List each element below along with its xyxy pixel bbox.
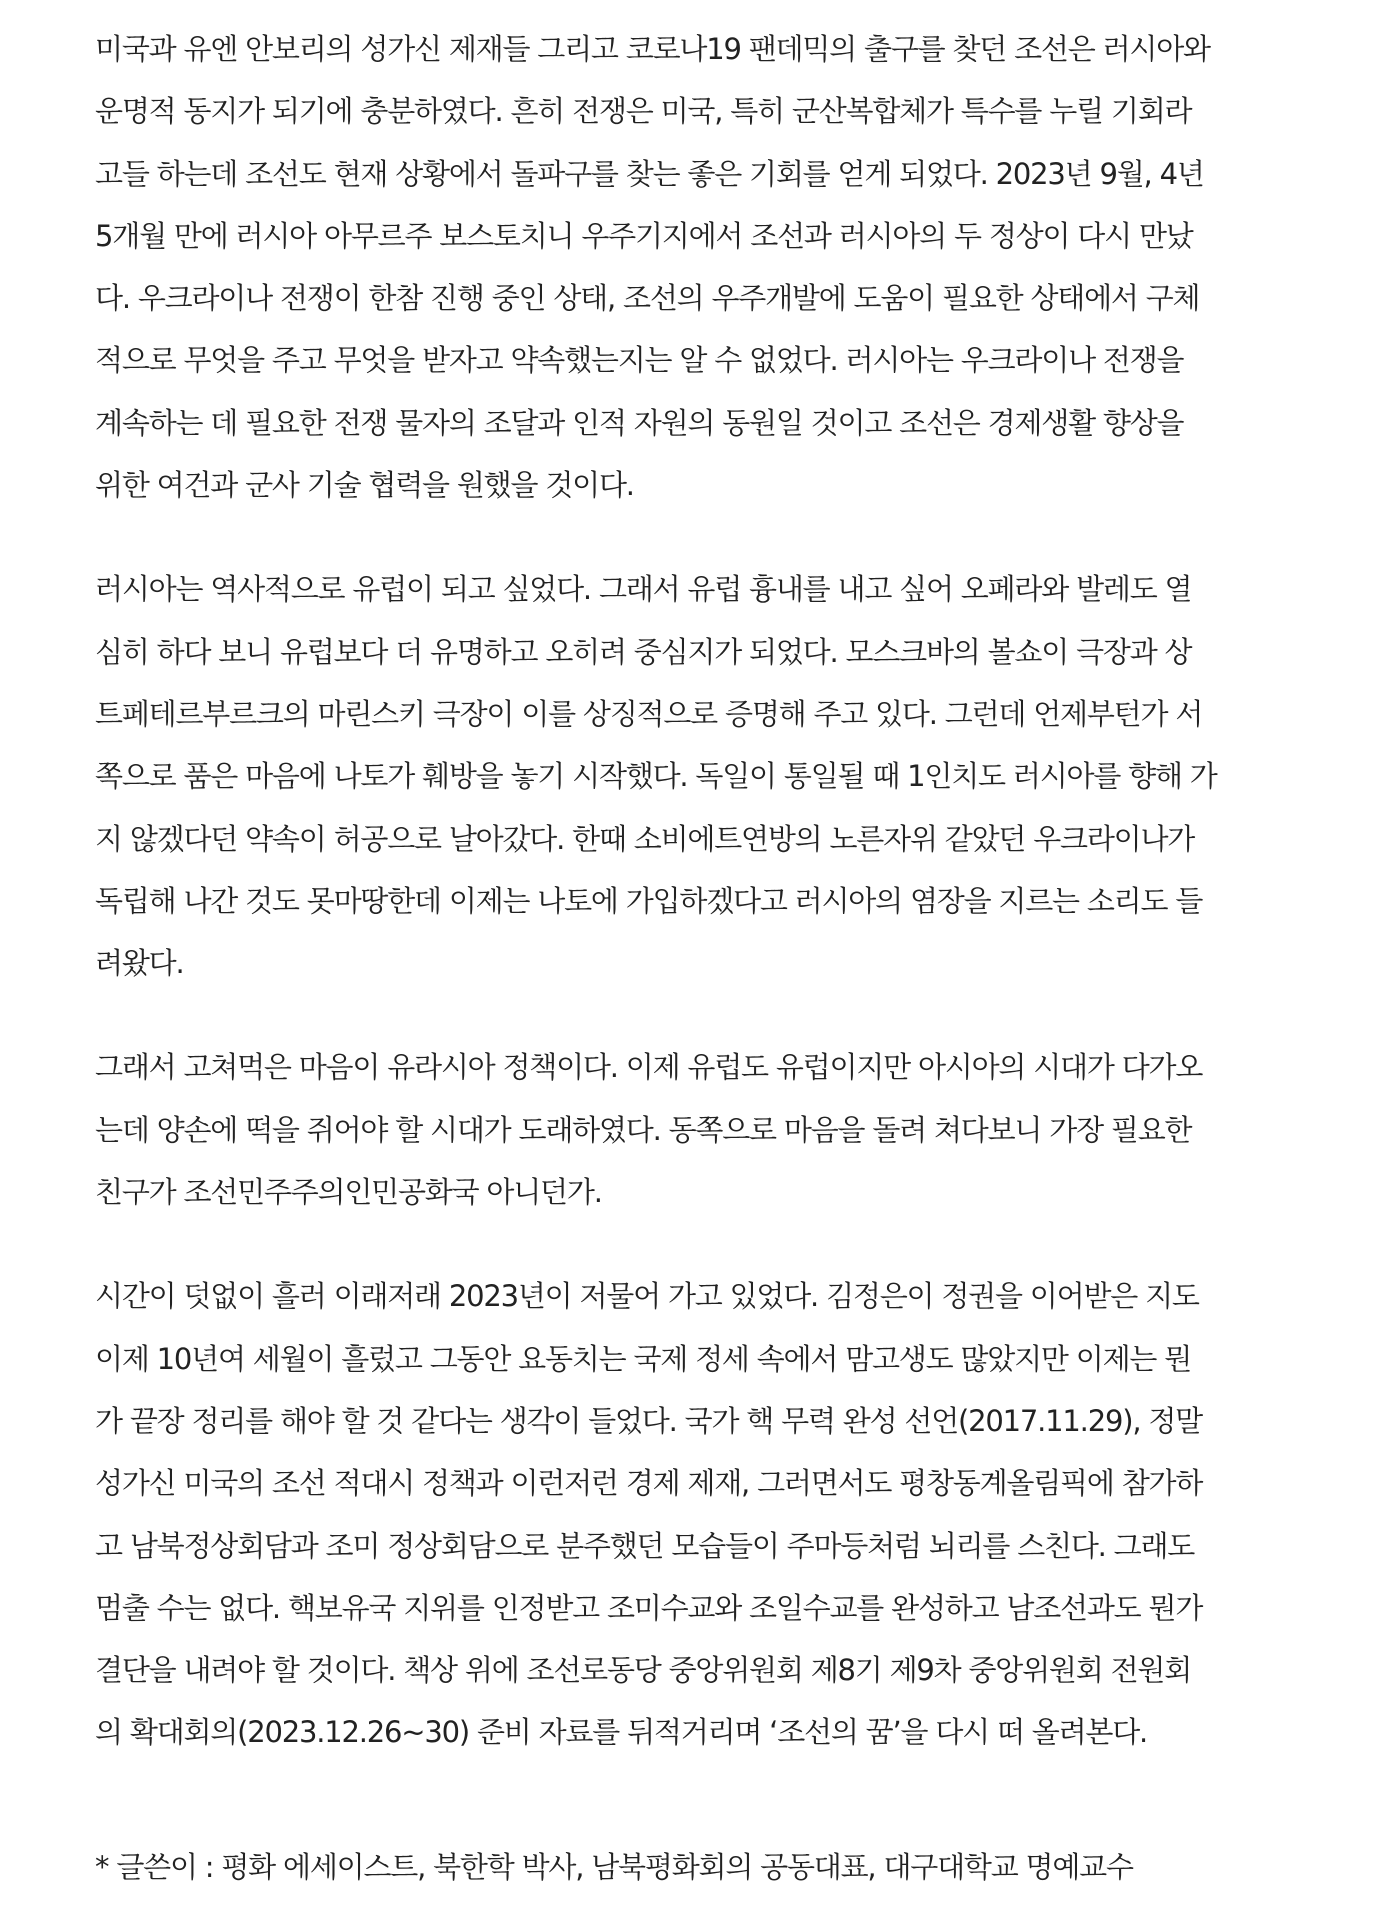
article-paragraph-2: 러시아는 역사적으로 유럽이 되고 싶었다. 그래서 유럽 흉내를 내고 싶어 오페라와 발레도 열 심히 하다 보니 유럽보다 더 유명하고 오히려 중심지가 되었다. 모스크바의 볼쇼이 극장과 상 트페테르부르크의 마린스키 극장이 이를 상징적으로 증명해 주고 있다. 그런데 언제부턴가 서 쪽으로 품은 마음에 나토가 훼방을 놓기 시작했다. 독일이 통일될 때 1인치도 러시아를 향해 가 지 않겠다던 약속이 허공으로 날아갔다. 한때 소비에트연방의 노른자위 같았던 우크라이나가 독립해 나간 것도 못마땅한데 이제는 나토에 가입하겠다고 러시아의 염장을 지르는 소리도 들 려왔다. xyxy=(95,572,1217,981)
article-paragraph-3: 그래서 고쳐먹은 마음이 유라시아 정책이다. 이제 유럽도 유럽이지만 아시아의 시대가 다가오 는데 양손에 떡을 쥐어야 할 시대가 도래하였다. 동쪽으로 마음을 돌려 쳐다보니 가장 필요한 친구가 조선민주주의인민공화국 아니던가. xyxy=(95,1050,1203,1210)
article-body xyxy=(95,18,1295,1806)
article-paragraph-1: 미국과 유엔 안보리의 성가신 제재들 그리고 코로나19 팬데믹의 출구를 찾던 조선은 러시아와 운명적 동지가 되기에 충분하였다. 흔히 전쟁은 미국, 특히 군산복합체가 특수를 누릴 기회라 고들 하는데 조선도 현재 상황에서 돌파구를 찾는 좋은 기회를 얻게 되었다. 2023년 9월, 4년 5개월 만에 러시아 아무르주 보스토치니 우주기지에서 조선과 러시아의 두 정상이 다시 만났 다. 우크라이나 전쟁이 한참 진행 중인 상태, 조선의 우주개발에 도움이 필요한 상태에서 구체 적으로 무엇을 주고 무엇을 받자고 약속했는지는 알 수 없었다. 러시아는 우크라이나 전쟁을 계속하는 데 필요한 전쟁 물자의 조달과 인적 자원의 동원일 것이고 조선은 경제생활 향상을 위한 여건과 군사 기술 협력을 원했을 것이다. xyxy=(95,32,1210,503)
author-note: * 글쓴이 : 평화 에세이스트, 북한학 박사, 남북평화회의 공동대표, 대구대학교 명예교수 xyxy=(95,1850,1133,1884)
article-paragraph-4: 시간이 덧없이 흘러 이래저래 2023년이 저물어 가고 있었다. 김정은이 정권을 이어받은 지도 이제 10년여 세월이 흘렀고 그동안 요동치는 국제 정세 속에서 맘고생도 많았지만 이제는 뭔 가 끝장 정리를 해야 할 것 같다는 생각이 들었다. 국가 핵 무력 완성 선언(2017.11.29), 정말 성가신 미국의 조선 적대시 정책과 이런저런 경제 제재, 그러면서도 평창동계올림픽에 참가하 고 남북정상회담과 조미 정상회담으로 분주했던 모습들이 주마등처럼 뇌리를 스친다. 그래도 멈출 수는 없다. 핵보유국 지위를 인정받고 조미수교와 조일수교를 완성하고 남조선과도 뭔가 결단을 내려야 할 것이다. 책상 위에 조선로동당 중앙위원회 제8기 제9차 중앙위원회 전원회 의 확대회의(2023.12.26~30) 준비 자료를 뒤적거리며 ‘조선의 꿈’을 다시 떠 올려본다. xyxy=(95,1279,1203,1750)
